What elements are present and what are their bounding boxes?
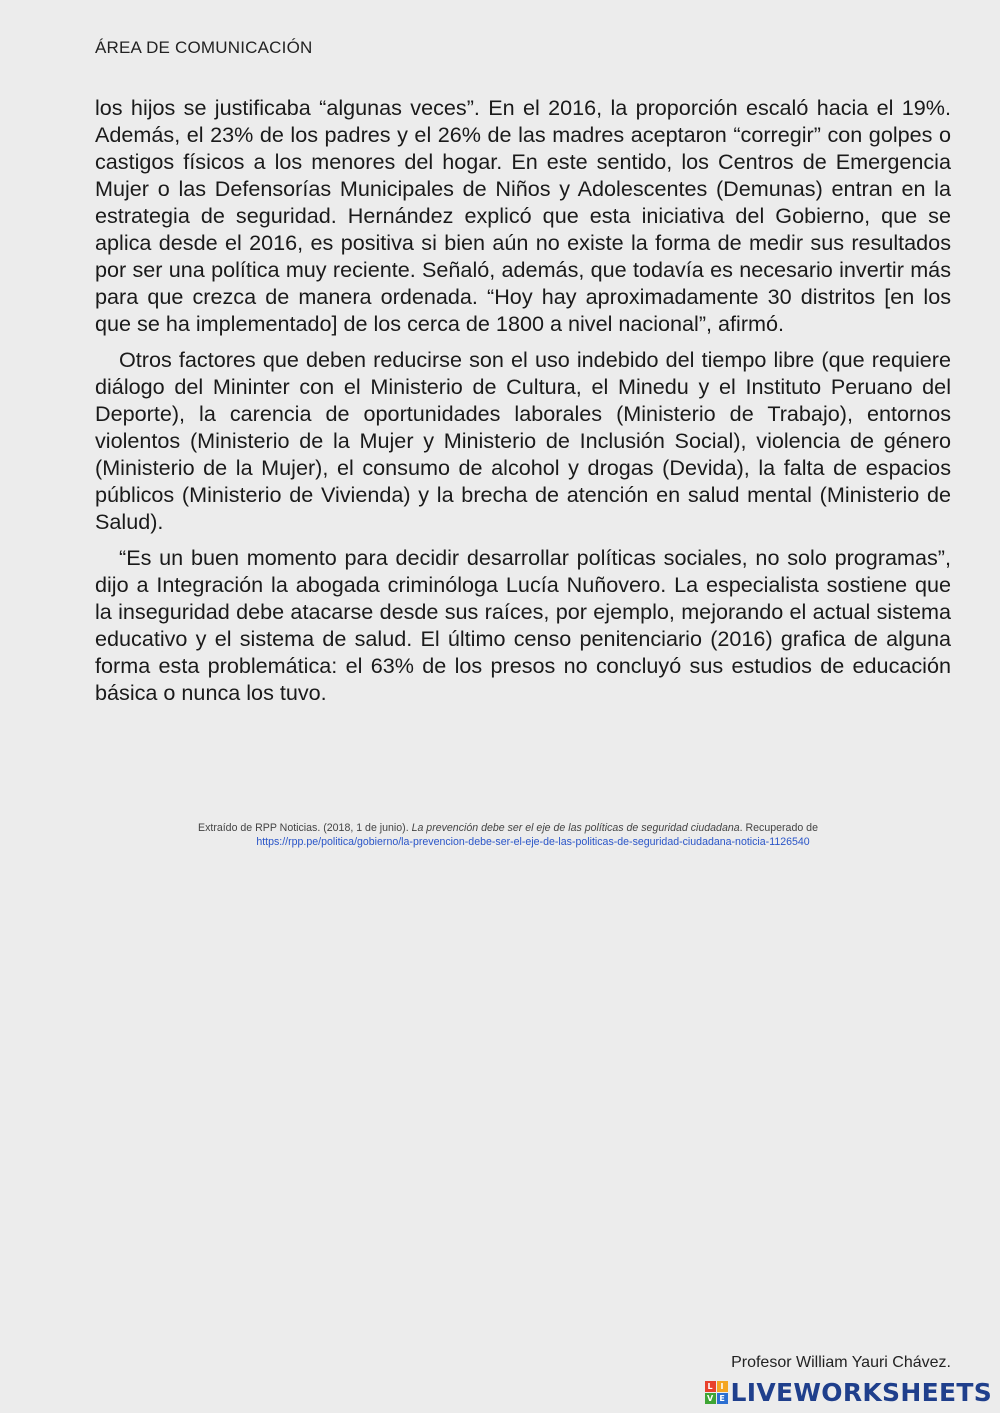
paragraph-2: Otros factores que deben reducirse son el uso indebido del tiempo libre (que requiere diálogo del Mininter con el Ministerio de Cultura, el Minedu y el Instituto Peruano del Deporte), la carencia de oportunidades laborales (Ministerio de Trabajo), entornos violentos (Ministerio de la Mujer y Ministerio de Inclusión Social), violencia de género (Ministerio de la Mujer), el consumo de alcohol y drogas (Devida), la falta de espacios públicos (Ministerio de Vivienda) y la brecha de atención en salud mental (Ministerio de Salud).	[95, 347, 951, 534]
article-body	[95, 94, 951, 715]
liveworksheets-logo[interactable]	[705, 1378, 992, 1407]
logo-letter-i: I	[717, 1381, 728, 1392]
source-citation	[95, 821, 951, 849]
liveworksheets-logo-icon	[705, 1381, 728, 1404]
paragraph-3: “Es un buen momento para decidir desarrollar políticas sociales, no solo programas”, dijo a Integración la abogada criminóloga Lucía Nuñovero. La especialista sostiene que la inseguridad debe atacarse desde sus raíces, por ejemplo, mejorando el actual sistema educativo y el sistema de salud. El último censo penitenciario (2016) grafica de alguna forma esta problemática: el 63% de los presos no concluyó sus estudios de educación básica o nunca los tuvo.	[95, 545, 951, 705]
citation-line	[95, 821, 951, 835]
citation-prefix: Extraído de RPP Noticias. (2018, 1 de junio).	[198, 822, 412, 834]
citation-title: La prevención debe ser el eje de las políticas de seguridad ciudadana	[411, 822, 740, 834]
footer-author: Profesor William Yauri Chávez.	[731, 1354, 951, 1371]
logo-letter-e: E	[717, 1393, 728, 1404]
paragraph-1: los hijos se justificaba “algunas veces”. En el 2016, la proporción escaló hacia el 19%. Además, el 23% de los padres y el 26% de las madres aceptaron “corregir” con golpes o castigos físicos a los menores del hogar. En este sentido, los Centros de Emergencia Mujer o las Defensorías Municipales de Niños y Adolescentes (Demunas) entran en la estrategia de seguridad. Hernández explicó que esta iniciativa del Gobierno, que se aplica desde el 2016, es positiva si bien aún no existe la forma de medir sus resultados por ser una política muy reciente. Señaló, además, que todavía es necesario invertir más para que crezca de manera ordenada. “Hoy hay aproximadamente 30 distritos [en los que se ha implementado] de los cerca de 1800 a nivel nacional”, afirmó.	[95, 95, 951, 336]
citation-url-link[interactable]: https://rpp.pe/politica/gobierno/la-prevencion-debe-ser-el-eje-de-las-politicas-de-seguridad-ciudadana-noticia-1126540	[256, 836, 810, 848]
logo-letter-l: L	[705, 1381, 716, 1392]
page-header-title: ÁREA DE COMUNICACIÓN	[95, 38, 313, 57]
liveworksheets-wordmark: LIVEWORKSHEETS	[730, 1378, 992, 1407]
logo-letter-v: V	[705, 1393, 716, 1404]
citation-suffix: . Recuperado de	[739, 822, 818, 834]
